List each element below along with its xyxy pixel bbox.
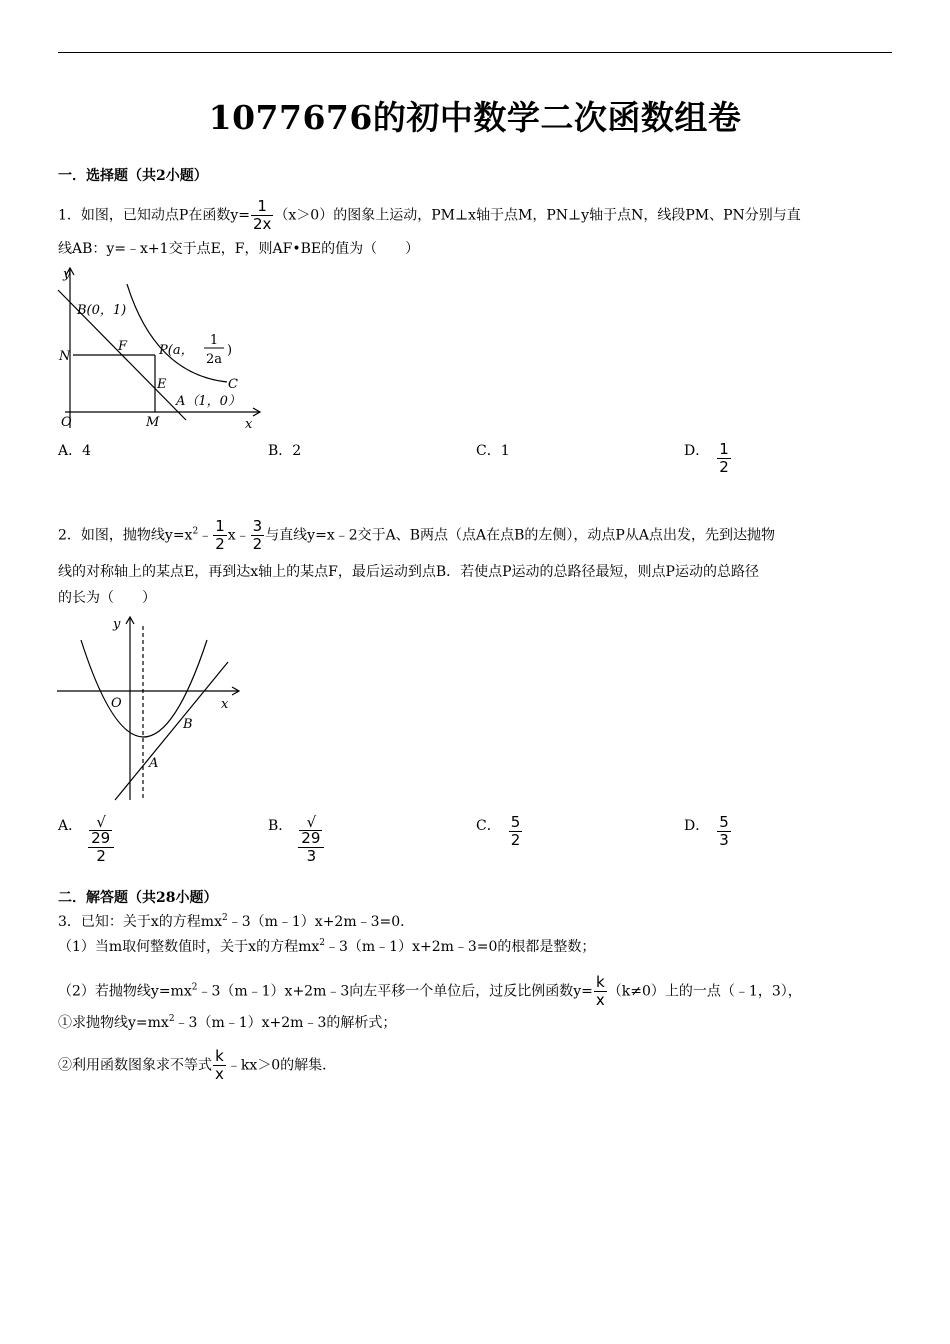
q1-label-p-den: 2a [205,352,223,367]
q1-function-fraction: $\frac{1}{2x}$ [252,197,272,233]
q1-x-label: x [245,417,253,432]
top-rule [58,52,892,53]
q2-option-d[interactable]: D． $\frac{5}{3}$ [684,813,729,849]
q2-figure [55,612,245,802]
q1-origin-label: O [61,415,72,430]
line-y-x-2 [115,662,228,800]
q2-option-c[interactable]: C． $\frac{5}{2}$ [476,813,521,849]
q2-line1: 2．如图，抛物线$y=x^2﹣$ $\frac{1}{2}$ x﹣ $\frac{3}{2}$ 与直线y=x﹣2交于A、B两点（点A在点B的左侧），动点P从A点出发，先到达抛物 [58,517,775,553]
section-heading-choice: 一．选择题（共2小题） [58,168,208,184]
q2-x-label: x [221,697,229,712]
q3-line2: （1）当m取何整数值时，关于x的方程$mx^2﹣3(m﹣1)x+2m﹣3=0$的根都是整数； [58,938,596,955]
q1-label-p: P(a， [159,343,194,358]
q3-line4: ①求抛物线$y=mx^2﹣3(m﹣1)x+2m﹣3$的解析式； [58,1014,397,1031]
q1-label-p-close: ) [227,343,233,358]
q2-origin-label: O [111,696,122,711]
q2-y-label: y [113,617,121,632]
q1-option-a[interactable]: A．4 [58,443,92,459]
q1-option-c[interactable]: C．1 [476,443,510,459]
q2-option-a[interactable]: A． √ 29 2 [58,815,115,864]
q1-y-label: y [63,267,71,282]
q1-label-n: N [59,349,71,364]
q2-line2: 线的对称轴上的某点E，再到达x轴上的某点F，最后运动到点B．若使点P运动的总路径最短，则点P运动的总路径 [58,564,759,580]
q2-option-b[interactable]: B． √ 29 3 [268,815,325,864]
q1-line2: 线AB：y=﹣x+1交于点E，F，则AF•BE的值为（ ） [58,241,420,257]
q1-label-p-num: 1 [209,333,219,348]
q1-label-e: E [157,377,167,392]
q1-line1: 1．如图，已知动点P在函数y= $\frac{1}{2x}$ （x＞0）的图象上运动，PM⊥x轴于点M，PN⊥y轴于点N，线段PM、PN分别与直 [58,197,801,233]
q1-option-b[interactable]: B．2 [268,443,302,459]
q3-line3: （2）若抛物线$y=mx^2﹣3(m﹣1)x+2m﹣3$向左平移一个单位后，过反比例函数y= $\frac{k}{x}$ （k≠0）上的一点（﹣1，3）， [58,973,802,1009]
q1-label-a: A（1，0） [176,394,241,409]
q1-label-c: C [228,377,238,392]
q1-label-f: F [118,339,128,354]
q1-label-m: M [146,415,160,430]
q3-line1: 3．已知：关于x的方程$mx^2﹣3(m﹣1)x+2m﹣3=0$． [58,913,415,930]
q1-figure [55,262,270,434]
q2-label-b: B [183,717,193,732]
page-title: 1077676的初中数学二次函数组卷 [208,98,742,137]
q1-label-b: B(0，1) [77,303,127,318]
section-heading-answer: 二．解答题（共28小题） [58,890,218,906]
q3-line5: ②利用函数图象求不等式 $\frac{k}{x}$ ﹣kx＞0的解集． [58,1047,337,1083]
q2-line3: 的长为（ ） [58,590,156,606]
q2-label-a: A [149,756,159,771]
q1-option-d[interactable]: D． $\frac{1}{2}$ [684,440,729,476]
